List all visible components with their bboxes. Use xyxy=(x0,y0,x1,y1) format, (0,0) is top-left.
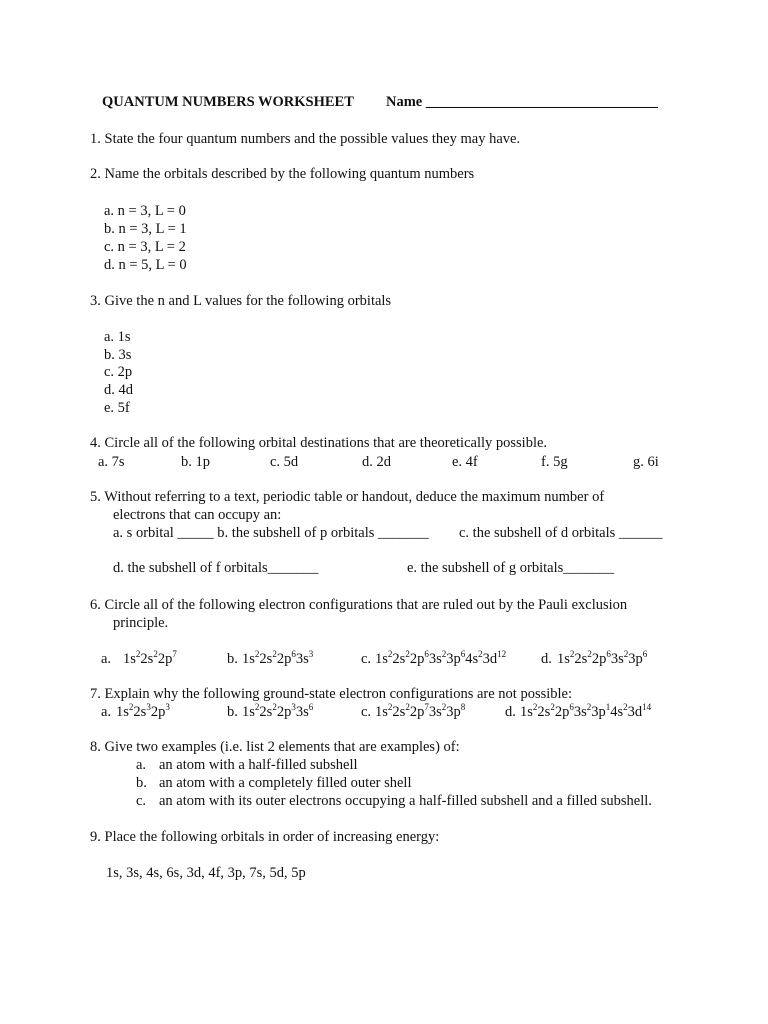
question-6-option-letter: a. xyxy=(101,651,112,667)
question-8-item-letter: c. xyxy=(136,793,147,809)
question-4-option: c. 5d xyxy=(270,454,299,470)
question-4-option: a. 7s xyxy=(98,454,125,470)
question-1: 1. State the four quantum numbers and the possible values they may have. xyxy=(90,131,521,147)
question-6-option-letter: c. xyxy=(361,651,372,667)
question-6-option-letter: d. xyxy=(541,651,552,667)
question-3-item: b. 3s xyxy=(104,347,132,363)
question-7-config: $1s^22s^22p^73s^23p^8$ xyxy=(375,702,466,720)
question-9-orbital-list: 1s, 3s, 4s, 6s, 3d, 4f, 3p, 7s, 5d, 5p xyxy=(106,865,306,881)
question-4-option: b. 1p xyxy=(181,454,210,470)
question-8-item-letter: b. xyxy=(136,775,147,791)
question-8-item-letter: a. xyxy=(136,757,147,773)
question-4-option: e. 4f xyxy=(452,454,478,470)
question-6: 6. Circle all of the following electron configurations that are ruled out by the Pauli exclusion xyxy=(90,597,628,613)
question-5-part-a-b: a. s orbital _____ b. the subshell of p orbitals _______ xyxy=(113,525,429,541)
question-5-part-c: c. the subshell of d orbitals ______ xyxy=(459,525,663,541)
question-2-item: b. n = 3, L = 1 xyxy=(104,221,187,237)
question-4: 4. Circle all of the following orbital destinations that are theoretically possible. xyxy=(90,435,548,451)
question-2-item: c. n = 3, L = 2 xyxy=(104,239,186,255)
worksheet-title: QUANTUM NUMBERS WORKSHEET xyxy=(102,94,354,110)
question-7-config: $1s^22s^32p^3$ xyxy=(116,702,170,720)
question-6-continued: principle. xyxy=(113,615,169,631)
question-5-part-e: e. the subshell of g orbitals_______ xyxy=(407,560,615,576)
question-7: 7. Explain why the following ground-state electron configurations are not possible: xyxy=(90,686,573,702)
question-3-item: a. 1s xyxy=(104,329,131,345)
question-6-config: $1s^22s^22p^63s^3$ xyxy=(242,649,314,667)
question-8-item: an atom with its outer electrons occupying a half-filled subshell and a filled subshell. xyxy=(159,793,652,809)
question-3-item: c. 2p xyxy=(104,364,133,380)
question-4-option: f. 5g xyxy=(541,454,568,470)
question-4-option: g. 6i xyxy=(633,454,659,470)
question-7-config: $1s^22s^22p^33s^6$ xyxy=(242,702,314,720)
question-5-part-d: d. the subshell of f orbitals_______ xyxy=(113,560,319,576)
question-9: 9. Place the following orbitals in order of increasing energy: xyxy=(90,829,440,845)
question-3-item: d. 4d xyxy=(104,382,133,398)
question-6-config: $1s^22s^22p^7$ xyxy=(123,649,177,667)
question-7-option-letter: c. xyxy=(361,704,372,720)
question-7-option-letter: d. xyxy=(505,704,516,720)
question-3: 3. Give the n and L values for the following orbitals xyxy=(90,293,392,309)
question-2-item: d. n = 5, L = 0 xyxy=(104,257,187,273)
question-8-item: an atom with a half-filled subshell xyxy=(159,757,358,773)
question-4-option: d. 2d xyxy=(362,454,391,470)
question-8: 8. Give two examples (i.e. list 2 elements that are examples) of: xyxy=(90,739,460,755)
question-3-item: e. 5f xyxy=(104,400,130,416)
question-6-config: $1s^22s^22p^63s^23p^6$ xyxy=(557,649,648,667)
question-6-config: $1s^22s^22p^63s^23p^64s^23d^{12}$ xyxy=(375,649,507,667)
question-2: 2. Name the orbitals described by the following quantum numbers xyxy=(90,166,475,182)
question-7-option-letter: a. xyxy=(101,704,112,720)
question-6-option-letter: b. xyxy=(227,651,238,667)
question-5: 5. Without referring to a text, periodic table or handout, deduce the maximum number of xyxy=(90,489,605,505)
question-8-item: an atom with a completely filled outer shell xyxy=(159,775,412,791)
question-5-continued: electrons that can occupy an: xyxy=(113,507,282,523)
question-7-option-letter: b. xyxy=(227,704,238,720)
question-2-item: a. n = 3, L = 0 xyxy=(104,203,186,219)
name-field-label: Name ________________________________ xyxy=(386,94,658,110)
question-7-config: $1s^22s^22p^63s^23p^14s^23d^{14}$ xyxy=(520,702,652,720)
